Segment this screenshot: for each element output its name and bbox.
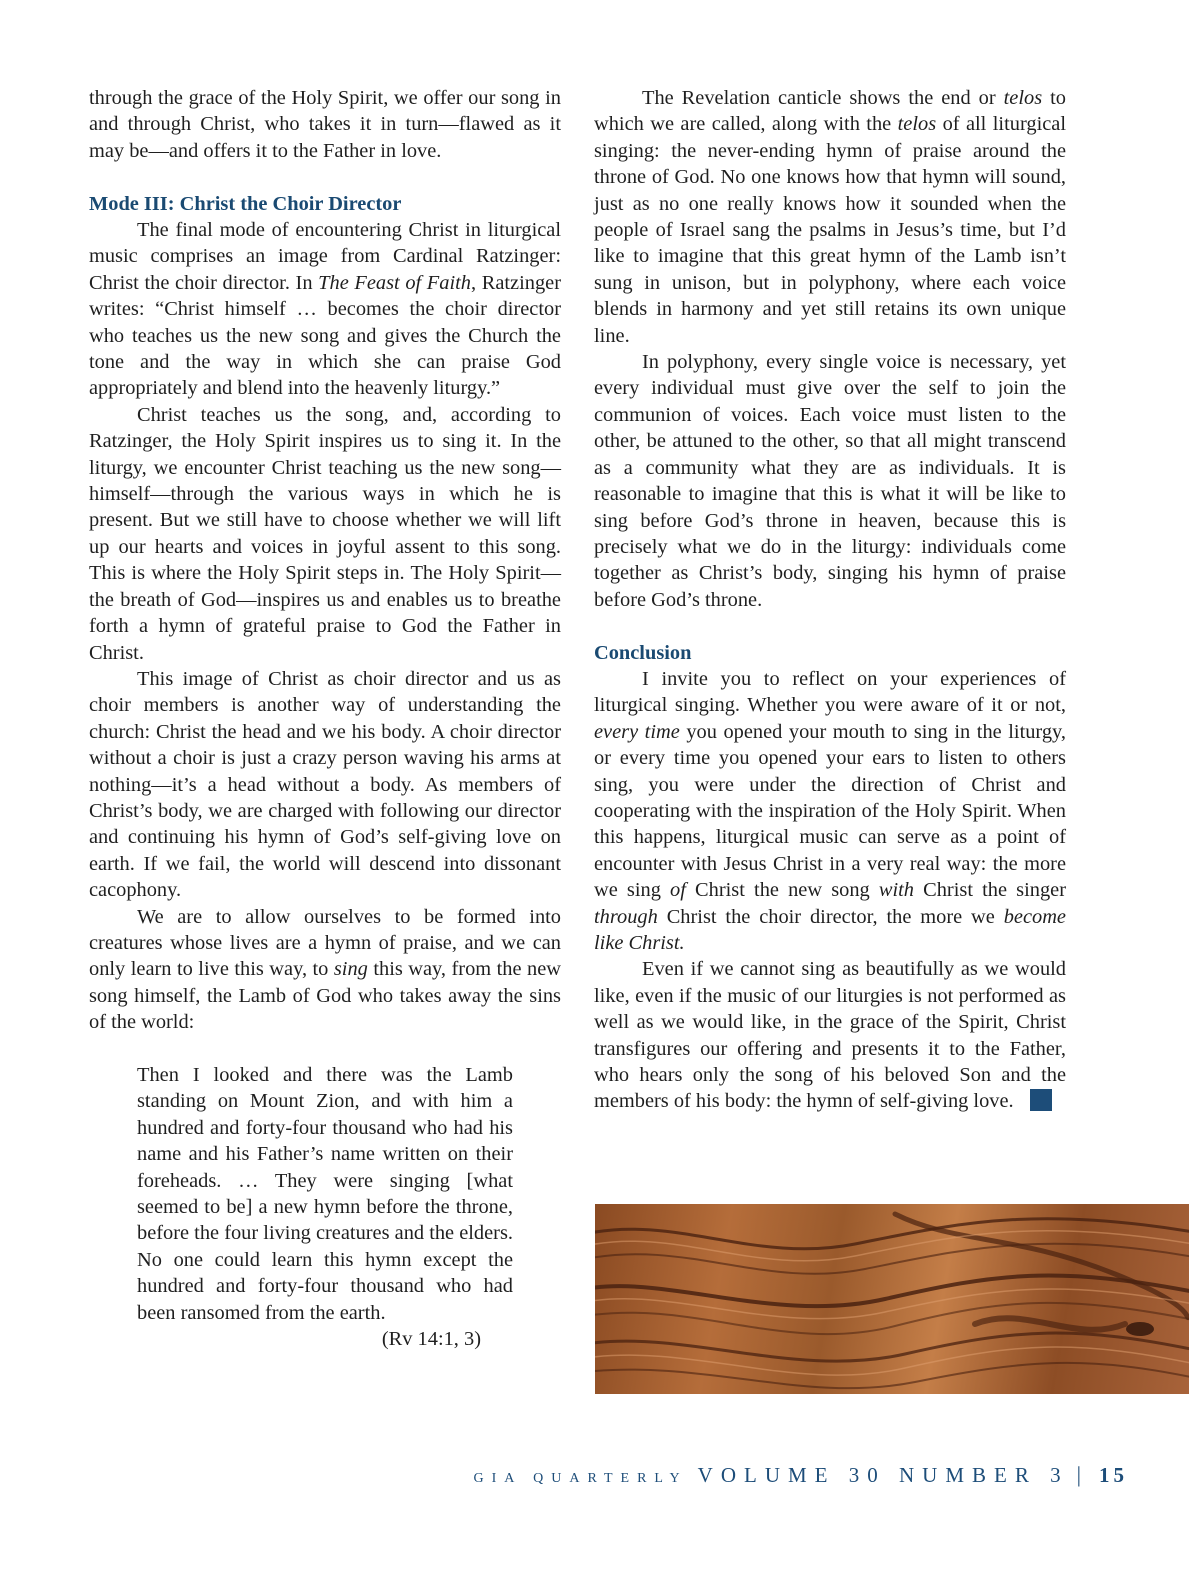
quote-citation: (Rv 14:1, 3) [381,1328,481,1351]
paragraph-revelation-canticle: The Revelation canticle shows the end or telos to which we are called, along with the telos of all liturgical singing: the never-ending hymn of praise around the throne of God. No one knows how that hymn will sound, just as no one really knows how it sounded when the people of Israel sang the psalms in Jesus’s time, but I’d like to imagine that this great hymn of the Lamb isn’t sung in unison, but in polyphony, where each voice blends in harmony and yet still retains its own unique line. [594,87,1067,347]
book-title: The Feast of Faith [318,271,471,294]
paragraph-reflect: I invite you to reflect on your experiences of liturgical singing. Whether you were aware of it or not, every time you opened your mouth to sing in the liturgy, or every time you opened your ears to listen to others sing, you were under the direction of Christ and cooperating with the inspiration of the Holy Spirit. When this happens, liturgical music can serve as a point of encounter with Jesus Christ in a very real way: the more we sing of Christ the new song with Christ the singer through Christ the choir director, the more we become like Christ. [594,667,1067,954]
heading-mode-three: Mode III: Christ the Choir Director [89,192,402,215]
left-column [89,85,561,1352]
wood-grain-icon [595,1204,1189,1394]
paragraph-formed-creatures: We are to allow ourselves to be formed into creatures whose lives are a hymn of praise, and we can only learn to live this way, to sing this way, from the new song himself, the Lamb of God who takes away the sins of the world: [89,905,561,1034]
right-column [594,85,1066,1115]
quote-text: Then I looked and there was the Lamb standing on Mount Zion, and with him a hundred and forty-four thousand who had his name and his Father’s name written on their foreheads. … They were singing [what seemed to be] a new hymn before the throne, before the four living creatures and the elders. No one could learn this hymn except the hundred and forty-four thousand who had been ransomed from the earth. [137,1064,513,1324]
paragraph-polyphony: In polyphony, every single voice is necessary, yet every individual must give over the self to join the communion of voices. Each voice must listen to the other, be attuned to the other, so that all might transcend as a community what they are as individuals. It is reasonable to imagine that this is what it will be like to sing before God’s throne in heaven, because this is precisely what we do in the liturgy: individuals come together as Christ’s body, singing his hymn of praise before God’s throne. [594,351,1066,611]
paragraph-christ-teaches: Christ teaches us the song, and, according to Ratzinger, the Holy Spirit inspires us to sing it. In the liturgy, we encounter Christ teaching us the new song—himself—through the various ways in which he is present. But we still have to choose whether we will lift up our hearts and voices in joyful assent to this song. This is where the Holy Spirit steps in. The Holy Spirit—the breath of God—inspires us and enables us to breathe forth a hymn of grateful praise to God the Father in Christ. [89,403,561,664]
paragraph-final-mode: The final mode of encountering Christ in liturgical music comprises an image from Cardinal Ratzinger: Christ the choir director. In The Feast of Faith, Ratzinger writes: “Christ himself … becomes the choir director who teaches us the new song and gives the Church the tone and the way in which she can praise God appropriately and blend into the heavenly liturgy.” [89,219,561,400]
paragraph-final: Even if we cannot sing as beautifully as we would like, even if the music of our liturgies is not performed as well as we would like, in the grace of the Spirit, Christ transfigures our offering and presents it to the Father, who hears only the song of his beloved Son and the members of his body: the hymn of self-giving love. [594,958,1066,1113]
heading-conclusion: Conclusion [594,641,692,664]
wood-grain-image [595,1204,1189,1394]
intro-paragraph: through the grace of the Holy Spirit, we offer our song in and through Christ, who takes it in turn—flawed as it may be—and offers it to the Father in love. [89,87,561,162]
footer-publication: GIA QUARTERLY [473,1471,688,1486]
footer-separator: | [1076,1462,1081,1487]
paragraph-choir-image: This image of Christ as choir director and us as choir members is another way of understanding the church: Christ the head and we his body. A choir director without a choir is just a crazy person waving his arms at nothing—it’s a head without a body. As members of Christ’s body, we are charged with following our director and continuing his hymn of God’s self-giving love on earth. If we fail, the world will descend into dissonant cacophony. [89,667,561,902]
scripture-quote [137,1062,513,1352]
footer-volume: VOLUME 30 NUMBER 3 [697,1463,1069,1487]
page-number: 15 [1099,1463,1128,1487]
page-footer [0,1462,1128,1488]
end-mark-icon [1030,1089,1052,1111]
